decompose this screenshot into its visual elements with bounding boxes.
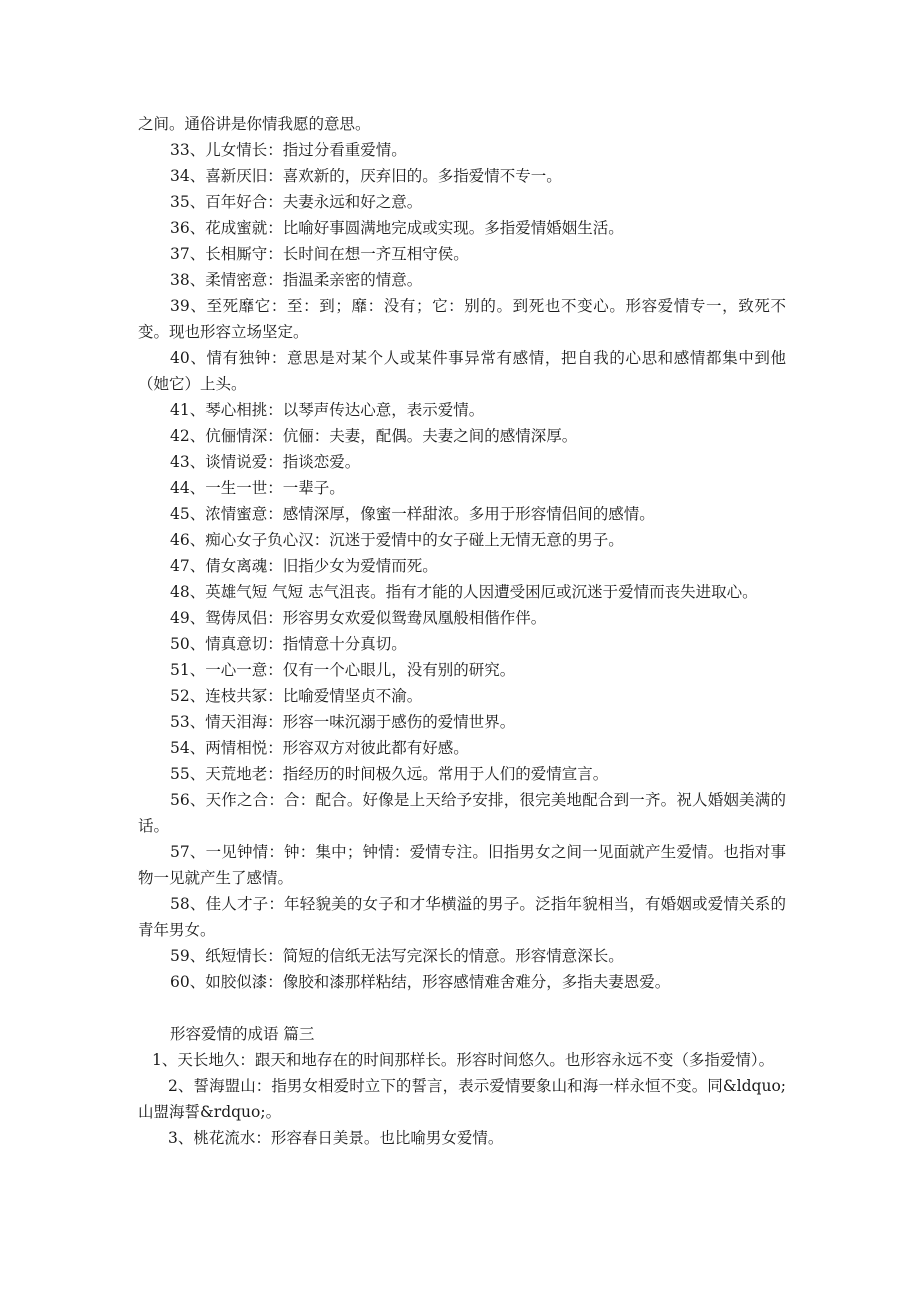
idiom-entry-33: 33、儿女情长：指过分看重爱情。 <box>170 141 407 159</box>
section-entry-3: 3、桃花流水：形容春日美景。也比喻男女爱情。 <box>168 1129 504 1147</box>
document-body <box>138 111 786 1151</box>
idiom-entry-59: 59、纸短情长：简短的信纸无法写完深长的情意。形容情意深长。 <box>170 947 624 965</box>
idiom-entry-42: 42、伉俪情深：伉俪：夫妻，配偶。夫妻之间的感情深厚。 <box>170 427 578 445</box>
idiom-entry-52: 52、连枝共冢：比喻爱情坚贞不渝。 <box>170 687 423 705</box>
idiom-entry-37: 37、长相厮守：长时间在想一齐互相守侯。 <box>170 245 469 263</box>
lead-continuation: 之间。通俗讲是你情我愿的意思。 <box>138 115 371 133</box>
idiom-entry-46: 46、痴心女子负心汉：沉迷于爱情中的女子碰上无情无意的男子。 <box>170 531 624 549</box>
idiom-entry-54: 54、两情相悦：形容双方对彼此都有好感。 <box>170 739 469 757</box>
idiom-entry-48: 48、英雄气短 气短 志气沮丧。指有才能的人因遭受困厄或沉迷于爱情而丧失进取心。 <box>170 583 758 601</box>
idiom-entry-49: 49、鸳俦凤侣：形容男女欢爱似鸳鸯凤凰般相偕作伴。 <box>170 609 547 627</box>
idiom-entry-51: 51、一心一意：仅有一个心眼儿，没有别的研究。 <box>170 661 516 679</box>
idiom-entry-44: 44、一生一世：一辈子。 <box>170 479 345 497</box>
idiom-entry-34: 34、喜新厌旧：喜欢新的，厌弃旧的。多指爱情不专一。 <box>170 167 562 185</box>
section-title: 形容爱情的成语 篇三 <box>170 1025 315 1043</box>
idiom-entry-36: 36、花成蜜就：比喻好事圆满地完成或实现。多指爱情婚姻生活。 <box>170 219 624 237</box>
idiom-entry-35: 35、百年好合：夫妻永远和好之意。 <box>170 193 423 211</box>
idiom-entry-53: 53、情天泪海：形容一味沉溺于感伤的爱情世界。 <box>170 713 516 731</box>
idiom-entry-38: 38、柔情密意：指温柔亲密的情意。 <box>170 271 423 289</box>
idiom-entry-55: 55、天荒地老：指经历的时间极久远。常用于人们的爱情宣言。 <box>170 765 609 783</box>
idiom-entry-41: 41、琴心相挑：以琴声传达心意，表示爱情。 <box>170 401 485 419</box>
idiom-entry-60: 60、如胶似漆：像胶和漆那样粘结，形容感情难舍难分，多指夫妻恩爱。 <box>170 973 671 991</box>
section-gap <box>138 995 786 1021</box>
section-entry-2: 2、誓海盟山：指男女相爱时立下的誓言，表示爱情要象山和海一样永恒不变。同&ldquo;山盟海誓&rdquo;。 <box>138 1077 786 1121</box>
idiom-entry-57: 57、一见钟情：钟：集中；钟情：爱情专注。旧指男女之间一见面就产生爱情。也指对事物一见就产生了感情。 <box>138 843 786 887</box>
idiom-entry-43: 43、谈情说爱：指谈恋爱。 <box>170 453 361 471</box>
section-entry-1: 1、天长地久：跟天和地存在的时间那样长。形容时间悠久。也形容永远不变（多指爱情）。 <box>152 1051 775 1069</box>
idiom-entry-50: 50、情真意切：指情意十分真切。 <box>170 635 407 653</box>
idiom-entry-47: 47、倩女离魂：旧指少女为爱情而死。 <box>170 557 438 575</box>
idiom-entry-56: 56、天作之合：合：配合。好像是上天给予安排，很完美地配合到一齐。祝人婚姻美满的话。 <box>138 791 786 835</box>
idiom-entry-45: 45、浓情蜜意：感情深厚，像蜜一样甜浓。多用于形容情侣间的感情。 <box>170 505 655 523</box>
idiom-entry-58: 58、佳人才子：年轻貌美的女子和才华横溢的男子。泛指年貌相当，有婚姻或爱情关系的青年男女。 <box>138 895 786 939</box>
idiom-entry-39: 39、至死靡它：至：到；靡：没有；它：别的。到死也不变心。形容爱情专一，致死不变。现也形容立场坚定。 <box>138 297 786 341</box>
idiom-entry-40: 40、情有独钟：意思是对某个人或某件事异常有感情，把自我的心思和感情都集中到他（她它）上头。 <box>138 349 786 393</box>
